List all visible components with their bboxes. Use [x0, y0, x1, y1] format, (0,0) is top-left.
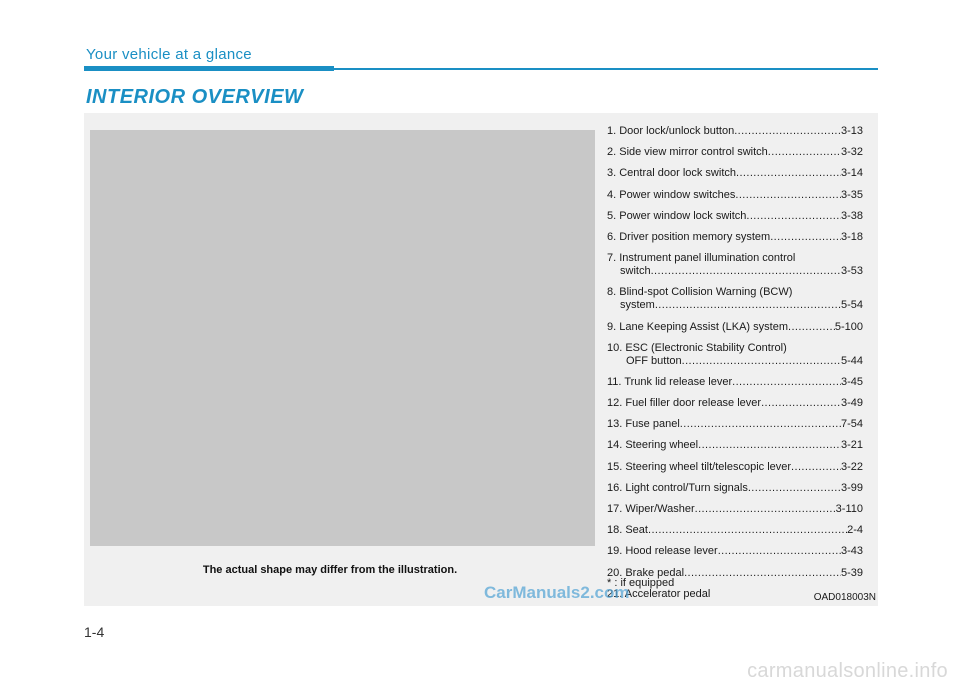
leader-dots [761, 397, 841, 410]
list-item [607, 231, 863, 244]
leader-dots [651, 265, 841, 278]
page-title: INTERIOR OVERVIEW [86, 86, 304, 108]
leader-dots [732, 376, 841, 389]
list-item [607, 397, 863, 410]
list-item-label-cont: switch [620, 265, 651, 278]
list-item [607, 146, 863, 159]
list-item-page: 3-22 [840, 460, 863, 473]
list-item-label: 10. ESC (Electronic Stability Control) [607, 341, 787, 354]
list-item-page: 3-32 [840, 146, 863, 159]
list-item-label-cont: system [620, 299, 655, 312]
list-item [607, 189, 863, 202]
leader-dots [682, 355, 841, 368]
list-item-page: 3-18 [840, 230, 863, 243]
leader-dots [746, 210, 841, 223]
list-item-page: 3-49 [840, 397, 863, 410]
list-item-label: 9. Lane Keeping Assist (LKA) system [607, 320, 788, 333]
list-item-page: 3-99 [840, 481, 863, 494]
list-item-page: 5-100 [834, 320, 863, 333]
section-header: Your vehicle at a glance [86, 46, 252, 63]
leader-dots [680, 418, 841, 431]
list-item-page: 3-110 [835, 503, 863, 515]
list-item-page: 3-21 [840, 439, 863, 452]
list-item-label: 19. Hood release lever [607, 545, 718, 558]
leader-dots [695, 503, 836, 516]
list-item-label: 21. Accelerator pedal [607, 587, 711, 600]
list-item-label: 16. Light control/Turn signals [607, 481, 748, 494]
image-code: OAD018003N [813, 592, 876, 603]
list-item-label: 3. Central door lock switch [607, 167, 736, 180]
leader-dots [734, 125, 841, 138]
watermark-logo: CarManuals2.com [484, 583, 630, 602]
list-item-label: 4. Power window switches [607, 188, 736, 201]
list-item-page: 3-13 [840, 125, 863, 137]
list-item [607, 321, 863, 334]
list-item-label: 2. Side view mirror control switch [607, 146, 768, 159]
list-item-page: 5-39 [840, 566, 863, 579]
list-item [607, 439, 863, 452]
leader-dots [684, 567, 841, 580]
list-item-label: 15. Steering wheel tilt/telescopic lever [607, 460, 792, 473]
leader-dots [768, 146, 841, 159]
page-number: 1-4 [84, 624, 105, 640]
list-item [607, 286, 863, 312]
list-item [607, 342, 863, 368]
list-item [607, 503, 863, 516]
leader-dots [736, 167, 841, 180]
list-item-label: 8. Blind-spot Collision Warning (BCW) [607, 286, 793, 299]
list-item-label: 20. Brake pedal [607, 566, 685, 579]
list-item-label: 14. Steering wheel [607, 439, 699, 452]
list-item [607, 125, 863, 138]
list-item [607, 461, 863, 474]
list-item-label: 11. Trunk lid release lever [607, 375, 733, 388]
list-item-label: 6. Driver position memory system [607, 230, 771, 243]
list-item-label: 5. Power window lock switch [607, 209, 747, 222]
list-item [607, 545, 863, 558]
list-item-label: 13. Fuse panel [607, 418, 680, 431]
list-item-page: 2-4 [847, 524, 863, 537]
footnote: * : if equipped [607, 577, 675, 589]
leader-dots [698, 439, 841, 452]
list-item [607, 167, 863, 180]
site-footer: carmanualsonline.info [747, 660, 948, 682]
leader-dots [788, 321, 835, 334]
list-item-page: 7-54 [840, 418, 863, 431]
list-item-label: 12. Fuel filler door release lever [607, 397, 762, 410]
header-rule-accent [84, 66, 334, 71]
list-item [607, 210, 863, 223]
list-item [607, 418, 863, 431]
component-list [607, 125, 863, 609]
list-item [607, 376, 863, 389]
leader-dots [770, 231, 841, 244]
list-item-label: 17. Wiper/Washer [607, 503, 695, 515]
list-item-page: 3-45 [840, 375, 863, 388]
leader-dots [648, 524, 847, 537]
list-item-page: 3-38 [840, 209, 863, 222]
list-item-page: 3-43 [840, 545, 863, 558]
list-item-page: 3-35 [840, 188, 863, 201]
list-item-page: 3-53 [840, 265, 863, 278]
list-item-label-cont: OFF button [626, 354, 682, 367]
header-rule [334, 68, 878, 70]
list-item-page: 5-44 [840, 354, 863, 367]
list-item-label: 1. Door lock/unlock button [607, 125, 735, 137]
leader-dots [655, 299, 841, 312]
list-item [607, 252, 863, 278]
list-item-page: 5-54 [840, 299, 863, 312]
leader-dots [791, 461, 841, 474]
list-item-page: 3-14 [840, 167, 863, 180]
leader-dots [718, 545, 841, 558]
list-item-label: 18. Seat [607, 524, 648, 537]
list-item-label: 7. Instrument panel illumination control [607, 252, 796, 265]
leader-dots [735, 189, 841, 202]
illustration-caption: The actual shape may differ from the illustration. [202, 564, 458, 576]
list-item [607, 482, 863, 495]
interior-illustration [90, 130, 595, 546]
list-item [607, 524, 863, 537]
leader-dots [748, 482, 841, 495]
